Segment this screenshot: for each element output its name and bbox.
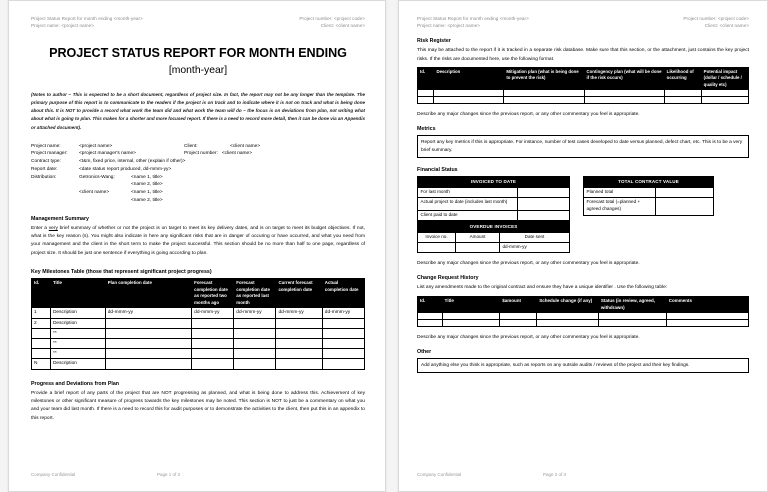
milestones-cell[interactable]: Description (50, 359, 105, 369)
milestones-cell[interactable] (322, 328, 364, 338)
milestones-cell[interactable] (105, 318, 191, 328)
milestones-cell[interactable] (234, 359, 276, 369)
financial-right-column (583, 176, 713, 216)
meta-row (79, 197, 365, 205)
crh-cell[interactable] (442, 320, 500, 327)
crh-cell[interactable] (500, 313, 537, 320)
table-row (32, 318, 365, 328)
overdue-band-row (418, 222, 570, 233)
distribution-client-name-1: <name 1, title> (131, 190, 163, 196)
crh-cell[interactable] (418, 320, 443, 327)
table-row (32, 339, 365, 349)
document-page-2 (398, 0, 768, 492)
meta-row (79, 181, 365, 189)
header-project-number: Project number: <project code> (299, 16, 365, 21)
footer-page-number: Page 1 of 3 (157, 472, 181, 477)
project-number-value: <client name> (221, 151, 252, 157)
milestones-cell[interactable] (192, 328, 234, 338)
crh-cell[interactable] (598, 313, 666, 320)
crh-cell[interactable] (537, 313, 599, 320)
milestones-cell[interactable] (276, 339, 322, 349)
milestones-cell[interactable] (234, 339, 276, 349)
milestones-cell[interactable] (276, 349, 322, 359)
management-summary-heading: Management Summary (31, 215, 89, 222)
notes-to-author: (Notes to author – This is expected to be a short document, regardless of project size. In fact, the report may not be any longer than the template. The primary purpose of this report is to communicate to the readers if the project is on track and to indicate where it is not on track and what is being done about this. It is NOT to provide a record what work the team did and what work the team will do – the focus is on deviations from plan, not writing what about what is going to plan. This makes for a shorter and more focused report. If there is a need to record more detail, then it can be done via an Appendix or attached document). (31, 92, 365, 130)
meta-row (31, 143, 365, 151)
milestones-cell[interactable]: 2 (32, 318, 51, 328)
invoiced-band-row (418, 177, 570, 188)
crh-cell[interactable] (537, 320, 599, 327)
financial-commentary: Describe any major changes since the previous report, or any other commentary you feel is appropriate. (417, 261, 640, 267)
milestones-col-1: Title (50, 279, 105, 308)
milestones-cell[interactable]: 1 (32, 308, 51, 318)
crh-cell[interactable] (500, 320, 537, 327)
table-header-row (32, 279, 365, 308)
invoiced-to-date-table (417, 176, 570, 221)
header-project-name: Project name: <project name> (417, 23, 480, 29)
overdue-invoices-table (417, 221, 570, 253)
meta-row (31, 158, 365, 166)
milestones-cell[interactable]: ** (50, 349, 105, 359)
milestones-cell[interactable] (234, 349, 276, 359)
contract-row-label: Planned total (584, 187, 656, 197)
milestones-cell[interactable] (192, 318, 234, 328)
overdue-col-amount: Amount (456, 232, 500, 242)
contract-row-value[interactable] (656, 198, 714, 216)
table-row (418, 90, 749, 97)
change-request-commentary: Describe any major changes since the previous report, or any other commentary you feel is appropriate. (417, 335, 640, 341)
milestones-cell[interactable] (234, 318, 276, 328)
financial-left-column (417, 176, 569, 253)
milestones-col-4: Forecast completion date as reported last month (234, 279, 276, 308)
project-meta-block (31, 143, 365, 205)
table-row (418, 320, 749, 327)
risk-cell[interactable] (584, 90, 664, 97)
distribution-org-name-1: <name 1, title> (131, 174, 163, 180)
table-row (584, 187, 714, 197)
risk-cell[interactable] (664, 97, 701, 104)
risk-register-table (417, 67, 749, 105)
total-contract-value-band: TOTAL CONTRACT VALUE (584, 177, 714, 188)
risk-cell[interactable] (418, 97, 434, 104)
crh-col-5: Comments (666, 296, 748, 313)
ms-post: brief summary of whether or not the project is on target to meet its key delivery dates, and is on target to meet its budget objectives. If not, what is the key reason (s). You might also indicate in here any significant risks that are in danger of occuring or have occurred, and what you need from your management and the client in the short term to make the project successful. This section should be no more than half to one page, regardless of project size. It should be just one sentence if everything is going according to plan. (31, 225, 365, 256)
milestones-cell[interactable]: ** (50, 339, 105, 349)
other-box: Add anything else you think is appropriate, such as reports on any outside audits / reviews of the project and their key findings. (417, 358, 749, 373)
footer-confidentiality: Company Confidential (31, 472, 76, 477)
distribution-org-name-2: <name 2, title> (131, 182, 163, 188)
distribution-spacer (79, 181, 131, 189)
milestones-cell[interactable] (322, 349, 364, 359)
risk-commentary: Describe any major changes since the previous report, or any other commentary you feel is appropriate. (417, 112, 640, 118)
crh-cell[interactable] (598, 320, 666, 327)
contract-type-value: <t&m, fixed price, internal, other (explain if other)> (79, 159, 186, 165)
table-row (418, 243, 570, 253)
milestones-cell[interactable]: dd-mmm-yy (322, 308, 364, 318)
milestones-cell[interactable] (322, 339, 364, 349)
risk-cell[interactable] (504, 97, 584, 104)
table-header-row (418, 296, 749, 313)
project-number-label: Project number: (184, 151, 218, 157)
page1-running-header (31, 15, 365, 29)
project-manager-value: <project manager's name> (79, 151, 136, 157)
meta-row (31, 166, 365, 174)
meta-row (31, 150, 365, 158)
crh-col-1: Title (442, 296, 500, 313)
distribution-label: Distribution: (31, 174, 57, 180)
page-subtitle: [month-year] (168, 65, 228, 77)
overdue-header-row (418, 232, 570, 242)
milestones-col-3: Forecast completion date as reported two months ago (192, 279, 234, 308)
risk-cell[interactable] (504, 90, 584, 97)
crh-body (418, 313, 749, 327)
change-request-history-body: List any amendments made to the original contract and ensure they have a unique identifier . Use the following table: (417, 285, 668, 291)
header-report-title: Project Status Report for month ending <month-year> (31, 16, 143, 21)
milestones-header-row (32, 279, 365, 308)
page2-footer (417, 472, 749, 477)
header-client: Client: <client name> (320, 23, 365, 29)
risk-cell[interactable] (434, 97, 504, 104)
project-name-value: <project name> (79, 143, 113, 149)
risk-col-4: Likelihood of occurring (664, 67, 701, 90)
invoiced-row-label: For last month (418, 187, 518, 197)
milestones-col-5: Current forecast completion date (276, 279, 322, 308)
table-row (418, 211, 570, 221)
key-milestones-heading: Key Milestones Table (those that represent significant project progress) (31, 269, 212, 276)
financial-tables-wrapper (417, 176, 749, 253)
header-project-name: Project name: <project name> (31, 23, 94, 29)
page1-footer (31, 472, 365, 477)
client-value: <client name> (230, 143, 261, 149)
crh-col-0: Id. (418, 296, 443, 313)
invoiced-row-label: Client paid to date (418, 211, 518, 221)
header-report-title: Project Status Report for month ending <month-year> (417, 16, 529, 21)
total-contract-value-table (583, 176, 714, 216)
footer-confidentiality: Company Confidential (417, 472, 462, 477)
risk-col-5: Potential impact (dollar / schedule / quality etc) (701, 67, 748, 90)
milestones-cell[interactable] (32, 339, 51, 349)
milestones-cell[interactable]: ** (50, 328, 105, 338)
risk-cell[interactable] (701, 90, 748, 97)
invoiced-row-value[interactable] (518, 211, 570, 221)
meta-row (31, 174, 365, 182)
project-manager-label: Project manager: (31, 151, 68, 157)
report-date-value: <date status report produced, dd-mmm-yy> (79, 166, 172, 172)
risk-cell[interactable] (701, 97, 748, 104)
invoiced-to-date-band: INVOICED TO DATE (418, 177, 570, 188)
overdue-invoices-band: OVERDUE INVOICES (418, 222, 570, 233)
milestones-cell[interactable] (32, 328, 51, 338)
distribution-org: Getronics-Wang: (79, 174, 115, 180)
overdue-col-invoice-no: Invoice no. (418, 232, 456, 242)
milestones-cell[interactable] (322, 318, 364, 328)
risk-body (418, 90, 749, 104)
other-heading: Other (417, 349, 432, 356)
risk-cell[interactable] (418, 90, 434, 97)
risk-cell[interactable] (664, 90, 701, 97)
risk-register-heading: Risk Register (417, 38, 451, 45)
milestones-cell[interactable]: Description (50, 308, 105, 318)
milestones-cell[interactable] (276, 328, 322, 338)
change-request-history-table (417, 296, 749, 328)
table-row (418, 97, 749, 104)
report-date-label: Report date: (31, 166, 58, 172)
milestones-cell[interactable]: dd-mmm-yy (105, 308, 191, 318)
risk-header-row (418, 67, 749, 90)
milestones-col-2: Plan completion date (105, 279, 191, 308)
client-label: Client: (184, 143, 198, 149)
milestones-cell[interactable]: Description (50, 318, 105, 328)
footer-page-number: Page 2 of 3 (543, 472, 567, 477)
crh-cell[interactable] (418, 313, 443, 320)
milestones-cell[interactable] (276, 318, 322, 328)
contract-row-value[interactable] (656, 187, 714, 197)
overdue-cell[interactable] (456, 243, 500, 253)
milestones-cell[interactable]: dd-mmm-yy (192, 308, 234, 318)
invoiced-row-label: Actual project to date (includes last month) (418, 198, 518, 211)
crh-cell[interactable] (442, 313, 500, 320)
project-name-label: Project name: (31, 143, 61, 149)
milestones-body (32, 308, 365, 369)
header-client: Client: <client name> (704, 23, 749, 29)
table-row (418, 198, 570, 211)
table-row (32, 328, 365, 338)
crh-header-row (418, 296, 749, 313)
meta-row (79, 189, 365, 197)
table-row (32, 308, 365, 318)
crh-cell[interactable] (666, 320, 748, 327)
milestones-cell[interactable] (322, 359, 364, 369)
table-row (418, 187, 570, 197)
milestones-col-0: Id. (32, 279, 51, 308)
crh-col-2: $amount (500, 296, 537, 313)
table-row (418, 313, 749, 320)
document-page-1 (8, 0, 386, 492)
table-row (32, 359, 365, 369)
risk-col-3: Contingency plan (what will be done if the risk occurs) (584, 67, 664, 90)
risk-col-0: Id. (418, 67, 434, 90)
contract-band-row (584, 177, 714, 188)
milestones-cell[interactable] (32, 349, 51, 359)
table-row (584, 198, 714, 216)
risk-cell[interactable] (434, 90, 504, 97)
overdue-cell[interactable]: dd-mmm-yy (500, 243, 570, 253)
contract-row-label: Forecast total (=planned + agreed changes) (584, 198, 656, 216)
crh-col-3: Schedule change (if any) (537, 296, 599, 313)
management-summary-body (31, 225, 365, 258)
crh-col-4: Status (in review, agreed, withdrawn) (598, 296, 666, 313)
milestones-cell[interactable]: dd-mmm-yy (234, 308, 276, 318)
metrics-box: Report any key metrics if this is appropriate. For instance, number of test cases developed to date versus planned, defect chart, etc. This is to be a very brief summary. (417, 135, 749, 158)
progress-heading: Progress and Deviations from Plan (31, 380, 120, 387)
overdue-col-date-sent: Date sent (500, 232, 570, 242)
crh-cell[interactable] (666, 313, 748, 320)
page-title: PROJECT STATUS REPORT FOR MONTH ENDING (49, 46, 347, 61)
risk-col-1: Description (434, 67, 504, 90)
milestones-col-6: Actual completion date (322, 279, 364, 308)
change-request-history-heading: Change Request History (417, 275, 479, 282)
ms-pre: Enter a (31, 225, 49, 231)
risk-cell[interactable] (584, 97, 664, 104)
key-milestones-table (31, 278, 365, 370)
milestones-cell[interactable] (105, 359, 191, 369)
metrics-heading: Metrics (417, 126, 436, 133)
distribution-client-name-2: <name 2, title> (131, 197, 163, 203)
milestones-cell[interactable] (105, 339, 191, 349)
milestones-cell[interactable] (192, 339, 234, 349)
page2-running-header (417, 15, 749, 29)
milestones-cell[interactable] (234, 328, 276, 338)
distribution-spacer (79, 197, 131, 205)
milestones-cell[interactable] (192, 349, 234, 359)
invoiced-row-value[interactable] (518, 187, 570, 197)
header-project-number: Project number: <project code> (683, 16, 749, 21)
distribution-client: <client name> (79, 190, 110, 196)
table-row (32, 349, 365, 359)
milestones-cell[interactable] (192, 359, 234, 369)
contract-type-label: Contract type: (31, 159, 61, 165)
invoiced-row-value[interactable] (518, 198, 570, 211)
table-header-row (418, 67, 749, 90)
milestones-cell[interactable] (105, 328, 191, 338)
milestones-cell[interactable]: N (32, 359, 51, 369)
overdue-cell[interactable] (418, 243, 456, 253)
milestones-cell[interactable] (276, 359, 322, 369)
ms-underline: very (48, 225, 58, 231)
risk-register-body: This may be attached to the report if it is tracked in a separate risk database. Make sure that this section, or the attachment, just contains the key project risks. If the risks are documented here, use the following format. (417, 48, 749, 62)
risk-col-2: Mitigation plan (what is being done to prevent the risk) (504, 67, 584, 90)
progress-body: Provide a brief report of any parts of the project that are NOT progressing as planned, and what is being done to address this. Achievement of key milestones or other significant measure of progress towards the key milestones may be noted. This section is NOT to just be a commentary on what you and your team did last month. If there is a need to record this for audit purposes or to demonstrate the activities to the client, then put this in an appendix to this report. (31, 390, 365, 421)
financial-status-heading: Financial Status (417, 167, 458, 174)
milestones-cell[interactable]: dd-mmm-yy (276, 308, 322, 318)
milestones-cell[interactable] (105, 349, 191, 359)
